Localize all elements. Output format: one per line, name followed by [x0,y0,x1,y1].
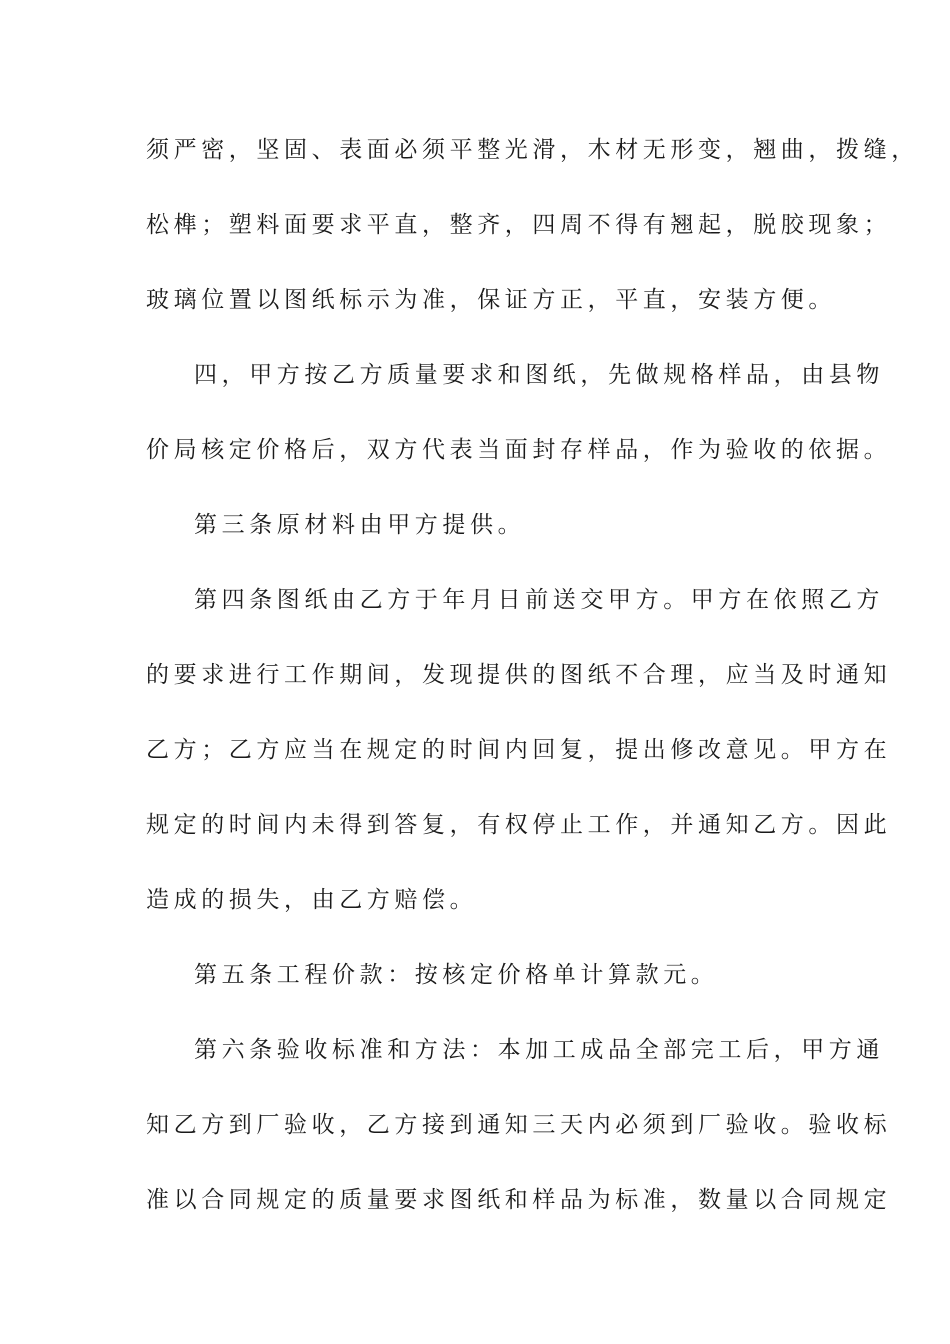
paragraph-start-line: 第四条图纸由乙方于年月日前送交甲方。甲方在依照乙方 [194,587,884,613]
text-line: 乙方；乙方应当在规定的时间内回复，提出修改意见。甲方在 [146,737,892,763]
text-line: 知乙方到厂验收，乙方接到通知三天内必须到厂验收。验收标 [146,1112,892,1138]
text-line: 规定的时间内未得到答复，有权停止工作，并通知乙方。因此 [146,812,892,838]
text-line: 松榫；塑料面要求平直，整齐，四周不得有翘起，脱胶现象； [146,212,892,238]
paragraph-start-line: 第五条工程价款：按核定价格单计算款元。 [194,962,719,988]
paragraph-start-line: 四，甲方按乙方质量要求和图纸，先做规格样品，由县物 [194,362,884,388]
text-line: 准以合同规定的质量要求图纸和样品为标准，数量以合同规定 [146,1187,892,1213]
text-line: 的要求进行工作期间，发现提供的图纸不合理，应当及时通知 [146,662,892,688]
paragraph-start-line: 第六条验收标准和方法：本加工成品全部完工后，甲方通 [194,1037,884,1063]
text-line: 须严密，坚固、表面必须平整光滑，木材无形变，翘曲，拨缝， [146,137,919,163]
text-line: 造成的损失，由乙方赔偿。 [146,887,478,913]
text-line: 玻璃位置以图纸标示为准，保证方正，平直，安装方便。 [146,287,836,313]
text-line: 价局核定价格后，双方代表当面封存样品，作为验收的依据。 [146,437,892,463]
paragraph-start-line: 第三条原材料由甲方提供。 [194,512,526,538]
